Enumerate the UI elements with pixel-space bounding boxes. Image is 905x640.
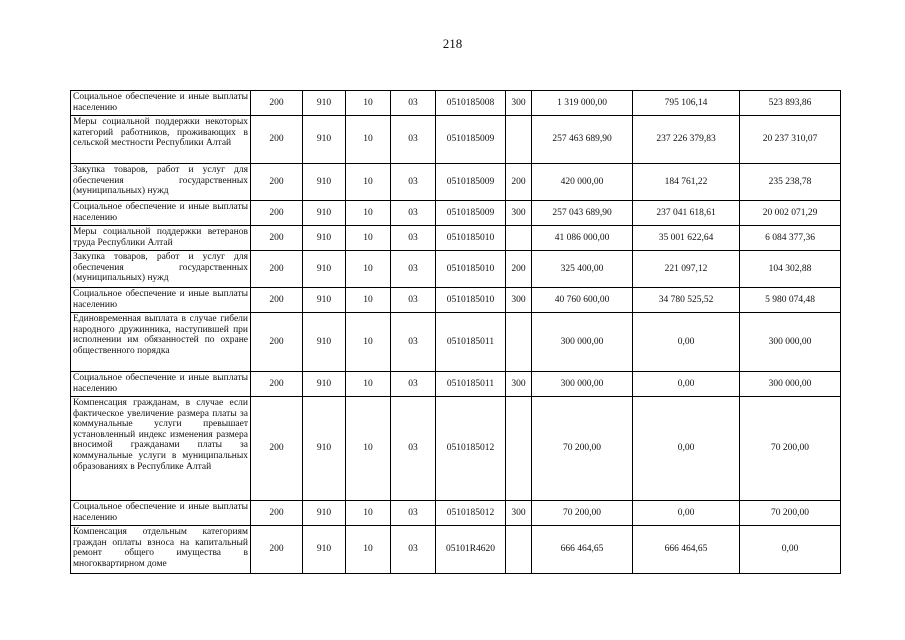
col-1-cell: 200 <box>251 251 303 288</box>
amount-2-cell: 795 106,14 <box>633 91 740 116</box>
col-1-cell: 200 <box>251 91 303 116</box>
table-row <box>71 313 841 372</box>
amount-2-cell: 0,00 <box>633 372 740 397</box>
type-cell <box>506 397 532 501</box>
description-cell: Социальное обеспечение и иные выплаты населению <box>71 201 251 226</box>
col-2-cell: 910 <box>303 164 346 201</box>
table-row <box>71 397 841 501</box>
col-1-cell: 200 <box>251 288 303 313</box>
description-cell: Меры социальной поддержки некоторых категорий работников, проживающих в сельской местности Республики Алтай <box>71 116 251 164</box>
col-2-cell: 910 <box>303 397 346 501</box>
col-1-cell: 200 <box>251 116 303 164</box>
description-cell: Компенсация гражданам, в случае если фактическое увеличение размера платы за коммунальные услуги превышает установленный индекс изменения размера вносимой гражданами платы за коммунальные услуги в муниципальных образованиях в Республике Алтай <box>71 397 251 501</box>
col-3-cell: 10 <box>346 313 391 372</box>
type-cell: 300 <box>506 501 532 526</box>
amount-3-cell: 20 002 071,29 <box>740 201 841 226</box>
col-2-cell: 910 <box>303 251 346 288</box>
col-4-cell: 03 <box>391 501 436 526</box>
description-cell: Социальное обеспечение и иные выплаты населению <box>71 288 251 313</box>
description-cell: Единовременная выплата в случае гибели народного дружинника, наступившей при исполнении им обязанностей по охране общественного порядка <box>71 313 251 372</box>
amount-1-cell: 41 086 000,00 <box>532 226 633 251</box>
amount-2-cell: 237 226 379,83 <box>633 116 740 164</box>
amount-1-cell: 40 760 600,00 <box>532 288 633 313</box>
col-1-cell: 200 <box>251 226 303 251</box>
col-2-cell: 910 <box>303 372 346 397</box>
amount-2-cell: 34 780 525,52 <box>633 288 740 313</box>
code-cell: 0510185010 <box>436 226 506 251</box>
code-cell: 0510185009 <box>436 201 506 226</box>
col-4-cell: 03 <box>391 164 436 201</box>
amount-2-cell: 221 097,12 <box>633 251 740 288</box>
col-3-cell: 10 <box>346 372 391 397</box>
description-cell: Социальное обеспечение и иные выплаты населению <box>71 501 251 526</box>
type-cell <box>506 526 532 574</box>
table-body <box>71 91 841 574</box>
amount-1-cell: 666 464,65 <box>532 526 633 574</box>
col-4-cell: 03 <box>391 201 436 226</box>
amount-3-cell: 104 302,88 <box>740 251 841 288</box>
col-1-cell: 200 <box>251 372 303 397</box>
table-row <box>71 526 841 574</box>
code-cell: 0510185009 <box>436 164 506 201</box>
description-cell: Социальное обеспечение и иные выплаты населению <box>71 91 251 116</box>
table-row <box>71 288 841 313</box>
amount-1-cell: 300 000,00 <box>532 313 633 372</box>
table-row <box>71 501 841 526</box>
amount-1-cell: 420 000,00 <box>532 164 633 201</box>
amount-3-cell: 70 200,00 <box>740 501 841 526</box>
type-cell: 200 <box>506 251 532 288</box>
table-row <box>71 116 841 164</box>
amount-3-cell: 5 980 074,48 <box>740 288 841 313</box>
amount-3-cell: 300 000,00 <box>740 372 841 397</box>
amount-1-cell: 70 200,00 <box>532 501 633 526</box>
amount-2-cell: 0,00 <box>633 313 740 372</box>
description-cell: Закупка товаров, работ и услуг для обеспечения государственных (муниципальных) нужд <box>71 164 251 201</box>
col-4-cell: 03 <box>391 116 436 164</box>
type-cell: 300 <box>506 201 532 226</box>
type-cell <box>506 116 532 164</box>
amount-3-cell: 0,00 <box>740 526 841 574</box>
table-row <box>71 91 841 116</box>
code-cell: 0510185012 <box>436 397 506 501</box>
col-1-cell: 200 <box>251 313 303 372</box>
col-2-cell: 910 <box>303 288 346 313</box>
budget-table <box>70 90 841 574</box>
amount-2-cell: 237 041 618,61 <box>633 201 740 226</box>
code-cell: 0510185010 <box>436 288 506 313</box>
col-1-cell: 200 <box>251 164 303 201</box>
col-2-cell: 910 <box>303 526 346 574</box>
col-2-cell: 910 <box>303 226 346 251</box>
amount-1-cell: 70 200,00 <box>532 397 633 501</box>
description-cell: Закупка товаров, работ и услуг для обеспечения государственных (муниципальных) нужд <box>71 251 251 288</box>
type-cell: 300 <box>506 91 532 116</box>
amount-2-cell: 35 001 622,64 <box>633 226 740 251</box>
col-4-cell: 03 <box>391 526 436 574</box>
col-2-cell: 910 <box>303 201 346 226</box>
table-row <box>71 226 841 251</box>
amount-2-cell: 184 761,22 <box>633 164 740 201</box>
type-cell: 200 <box>506 164 532 201</box>
col-2-cell: 910 <box>303 116 346 164</box>
amount-1-cell: 257 043 689,90 <box>532 201 633 226</box>
col-1-cell: 200 <box>251 526 303 574</box>
col-3-cell: 10 <box>346 226 391 251</box>
col-2-cell: 910 <box>303 313 346 372</box>
col-3-cell: 10 <box>346 288 391 313</box>
col-4-cell: 03 <box>391 226 436 251</box>
col-1-cell: 200 <box>251 201 303 226</box>
col-4-cell: 03 <box>391 397 436 501</box>
code-cell: 0510185009 <box>436 116 506 164</box>
amount-3-cell: 235 238,78 <box>740 164 841 201</box>
col-3-cell: 10 <box>346 91 391 116</box>
description-cell: Меры социальной поддержки ветеранов труда Республики Алтай <box>71 226 251 251</box>
col-3-cell: 10 <box>346 251 391 288</box>
description-cell: Компенсация отдельным категориям граждан оплаты взноса на капитальный ремонт общего имущества в многоквартирном доме <box>71 526 251 574</box>
col-4-cell: 03 <box>391 251 436 288</box>
col-4-cell: 03 <box>391 288 436 313</box>
amount-2-cell: 0,00 <box>633 501 740 526</box>
code-cell: 0510185010 <box>436 251 506 288</box>
amount-2-cell: 666 464,65 <box>633 526 740 574</box>
col-3-cell: 10 <box>346 397 391 501</box>
type-cell: 300 <box>506 372 532 397</box>
amount-2-cell: 0,00 <box>633 397 740 501</box>
type-cell <box>506 226 532 251</box>
code-cell: 05101R4620 <box>436 526 506 574</box>
amount-1-cell: 300 000,00 <box>532 372 633 397</box>
code-cell: 0510185011 <box>436 372 506 397</box>
amount-1-cell: 325 400,00 <box>532 251 633 288</box>
amount-1-cell: 1 319 000,00 <box>532 91 633 116</box>
col-4-cell: 03 <box>391 91 436 116</box>
col-3-cell: 10 <box>346 201 391 226</box>
col-3-cell: 10 <box>346 501 391 526</box>
col-1-cell: 200 <box>251 501 303 526</box>
table-row <box>71 164 841 201</box>
col-1-cell: 200 <box>251 397 303 501</box>
table-row <box>71 251 841 288</box>
col-4-cell: 03 <box>391 313 436 372</box>
col-2-cell: 910 <box>303 91 346 116</box>
type-cell: 300 <box>506 288 532 313</box>
amount-3-cell: 6 084 377,36 <box>740 226 841 251</box>
col-3-cell: 10 <box>346 526 391 574</box>
code-cell: 0510185012 <box>436 501 506 526</box>
amount-3-cell: 70 200,00 <box>740 397 841 501</box>
amount-3-cell: 300 000,00 <box>740 313 841 372</box>
code-cell: 0510185008 <box>436 91 506 116</box>
amount-1-cell: 257 463 689,90 <box>532 116 633 164</box>
table-row <box>71 372 841 397</box>
description-cell: Социальное обеспечение и иные выплаты населению <box>71 372 251 397</box>
amount-3-cell: 20 237 310,07 <box>740 116 841 164</box>
table-row <box>71 201 841 226</box>
code-cell: 0510185011 <box>436 313 506 372</box>
page-number: 218 <box>442 36 463 51</box>
type-cell <box>506 313 532 372</box>
col-2-cell: 910 <box>303 501 346 526</box>
col-4-cell: 03 <box>391 372 436 397</box>
col-3-cell: 10 <box>346 116 391 164</box>
col-3-cell: 10 <box>346 164 391 201</box>
amount-3-cell: 523 893,86 <box>740 91 841 116</box>
